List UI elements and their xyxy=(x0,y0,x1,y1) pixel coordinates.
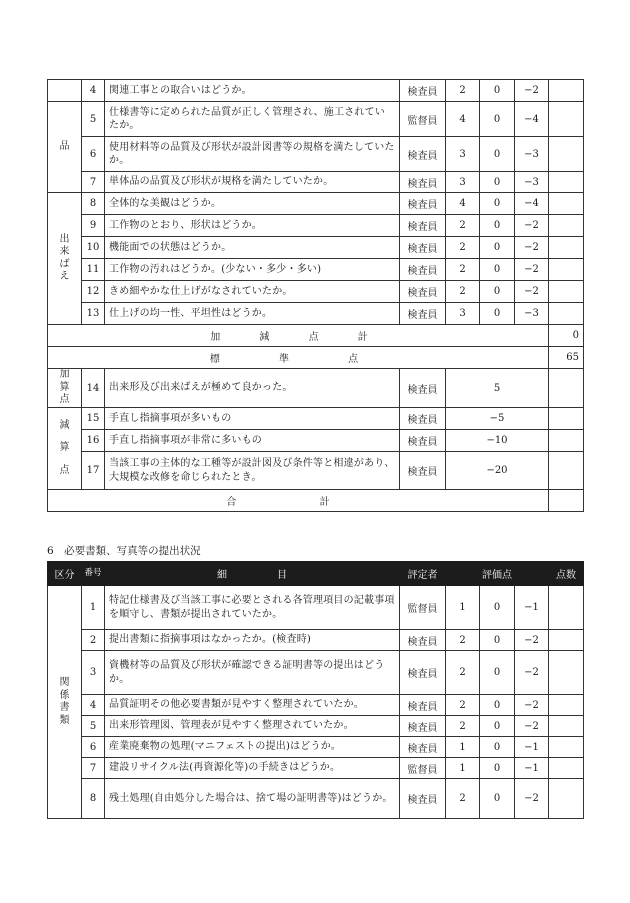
score-mid: 0 xyxy=(480,716,515,737)
rater: 検査員 xyxy=(400,215,446,237)
score-low: −2 xyxy=(515,716,549,737)
rater: 検査員 xyxy=(400,716,446,737)
total-label: 合 計 xyxy=(48,490,549,512)
score-entry xyxy=(549,80,584,102)
score-entry xyxy=(549,172,584,193)
item-number: 5 xyxy=(82,102,105,137)
score-high: 2 xyxy=(446,695,480,716)
score-entry xyxy=(549,369,584,408)
score-entry xyxy=(549,281,584,303)
item-text: 仕様書等に定められた品質が正しく管理され、施工されていたか。 xyxy=(105,102,400,137)
category-char: 点 xyxy=(59,464,70,476)
item-text: 工作物のとおり、形状はどうか。 xyxy=(105,215,400,237)
score-entry xyxy=(549,193,584,215)
header-rater: 評定者 xyxy=(400,562,446,586)
score-entry xyxy=(549,716,584,737)
score-entry xyxy=(549,779,584,819)
rater: 検査員 xyxy=(400,237,446,259)
category-char: 書 xyxy=(59,702,70,713)
score-low: −3 xyxy=(515,303,549,325)
rater: 検査員 xyxy=(400,408,446,430)
table-row xyxy=(48,172,584,193)
category-char: 類 xyxy=(59,714,70,726)
score-entry xyxy=(549,586,584,630)
header-number: 番号 xyxy=(82,562,105,586)
category-add xyxy=(48,369,82,408)
item-number: 14 xyxy=(82,369,105,408)
rater: 検査員 xyxy=(400,695,446,716)
table-row xyxy=(48,259,584,281)
item-number: 17 xyxy=(82,452,105,490)
rater: 検査員 xyxy=(400,630,446,651)
item-text: 関連工事との取合いはどうか。 xyxy=(105,80,400,102)
item-number: 7 xyxy=(82,172,105,193)
score-entry xyxy=(549,237,584,259)
standard-value: 65 xyxy=(549,347,584,369)
item-number: 13 xyxy=(82,303,105,325)
score-high: 2 xyxy=(446,80,480,102)
rater: 検査員 xyxy=(400,779,446,819)
score-entry xyxy=(549,430,584,452)
score-entry xyxy=(549,758,584,779)
category-quality-top: 品 xyxy=(48,102,82,193)
score-entry xyxy=(549,630,584,651)
category-subtract xyxy=(48,408,82,490)
score-entry xyxy=(549,651,584,695)
score-low: −1 xyxy=(515,586,549,630)
score-low: −4 xyxy=(515,193,549,215)
score-low: −2 xyxy=(515,695,549,716)
score-low: −3 xyxy=(515,137,549,172)
score-mid: 0 xyxy=(480,237,515,259)
score-high: 2 xyxy=(446,259,480,281)
score-high: 4 xyxy=(446,102,480,137)
rater: 監督員 xyxy=(400,102,446,137)
table-row xyxy=(48,80,584,102)
category-char: 加 xyxy=(59,369,70,381)
table-row xyxy=(48,716,584,737)
category-char: 減 xyxy=(59,419,70,431)
score-mid: 0 xyxy=(480,737,515,758)
standard-row xyxy=(48,347,584,369)
category-char: 点 xyxy=(59,394,70,406)
table-row xyxy=(48,102,584,137)
table-header-row xyxy=(48,562,584,586)
item-number: 3 xyxy=(82,651,105,695)
score-mid: 0 xyxy=(480,630,515,651)
item-number: 16 xyxy=(82,430,105,452)
score-high: 3 xyxy=(446,303,480,325)
table-row xyxy=(48,779,584,819)
score-mid: 0 xyxy=(480,102,515,137)
score-low: −2 xyxy=(515,237,549,259)
score-entry xyxy=(549,737,584,758)
item-number: 8 xyxy=(82,779,105,819)
table-row xyxy=(48,737,584,758)
rater: 監督員 xyxy=(400,758,446,779)
item-number: 7 xyxy=(82,758,105,779)
rater: 検査員 xyxy=(400,281,446,303)
header-evaluation: 評価点 xyxy=(446,562,549,586)
points: −10 xyxy=(446,430,549,452)
item-text: 出来形管理図、管理表が見やすく整理されていたか。 xyxy=(105,716,400,737)
rater: 検査員 xyxy=(400,430,446,452)
score-entry xyxy=(549,215,584,237)
subtotal-row xyxy=(48,325,584,347)
item-number: 8 xyxy=(82,193,105,215)
rater: 検査員 xyxy=(400,259,446,281)
score-entry xyxy=(549,102,584,137)
points: 5 xyxy=(446,369,549,408)
score-high: 2 xyxy=(446,237,480,259)
category-char: 出 xyxy=(59,233,70,245)
total-value xyxy=(549,490,584,512)
item-text: 手直し指摘事項が非常に多いもの xyxy=(105,430,400,452)
rater: 検査員 xyxy=(400,651,446,695)
score-high: 2 xyxy=(446,215,480,237)
score-low: −2 xyxy=(515,80,549,102)
table-row xyxy=(48,452,584,490)
score-low: −2 xyxy=(515,215,549,237)
category-char: ば xyxy=(59,258,70,270)
score-mid: 0 xyxy=(480,586,515,630)
item-text: 単体品の品質及び形状が規格を満たしていたか。 xyxy=(105,172,400,193)
item-number: 1 xyxy=(82,586,105,630)
item-text: 出来形及び出来ばえが極めて良かった。 xyxy=(105,369,400,408)
score-mid: 0 xyxy=(480,172,515,193)
score-mid: 0 xyxy=(480,281,515,303)
score-low: −2 xyxy=(515,779,549,819)
score-high: 3 xyxy=(446,172,480,193)
table-row xyxy=(48,237,584,259)
category-char: 係 xyxy=(59,689,70,701)
item-number: 10 xyxy=(82,237,105,259)
score-entry xyxy=(549,408,584,430)
score-entry xyxy=(549,259,584,281)
score-low: −3 xyxy=(515,172,549,193)
category-char: 関 xyxy=(59,677,70,688)
score-mid: 0 xyxy=(480,779,515,819)
item-number: 9 xyxy=(82,215,105,237)
score-low: −1 xyxy=(515,758,549,779)
subtotal-label: 加 減 点 計 xyxy=(48,325,549,347)
category-documents xyxy=(48,586,82,819)
item-text: 特記仕様書及び当該工事に必要とされる各管理項目の記載事項を順守し、書類が提出されていたか。 xyxy=(105,586,400,630)
item-text: 品質証明その他必要書類が見やすく整理されていたか。 xyxy=(105,695,400,716)
score-high: 2 xyxy=(446,281,480,303)
total-row xyxy=(48,490,584,512)
documents-table xyxy=(47,561,584,819)
item-text: 工作物の汚れはどうか。(少ない・多少・多い) xyxy=(105,259,400,281)
score-high: 3 xyxy=(446,137,480,172)
subtotal-value: 0 xyxy=(549,325,584,347)
evaluation-table-1 xyxy=(47,79,584,512)
score-low: −2 xyxy=(515,630,549,651)
category-finish xyxy=(48,193,82,325)
score-mid: 0 xyxy=(480,80,515,102)
item-number: 4 xyxy=(82,80,105,102)
table-row xyxy=(48,758,584,779)
item-text: 資機材等の品質及び形状が確認できる証明書等の提出はどうか。 xyxy=(105,651,400,695)
category-char: 算 xyxy=(59,381,70,393)
header-item: 細 目 xyxy=(105,562,400,586)
category-char: 来 xyxy=(59,246,70,257)
score-mid: 0 xyxy=(480,137,515,172)
header-score: 点数 xyxy=(549,562,584,586)
score-high: 2 xyxy=(446,630,480,651)
score-mid: 0 xyxy=(480,695,515,716)
score-low: −2 xyxy=(515,281,549,303)
table-row xyxy=(48,369,584,408)
category-char: 算 xyxy=(59,442,70,454)
item-number: 5 xyxy=(82,716,105,737)
section-title: 6 必要書類、写真等の提出状況 xyxy=(47,545,201,557)
table-row xyxy=(48,215,584,237)
score-mid: 0 xyxy=(480,193,515,215)
item-number: 6 xyxy=(82,737,105,758)
score-entry xyxy=(549,137,584,172)
rater: 検査員 xyxy=(400,137,446,172)
points: −20 xyxy=(446,452,549,490)
score-low: −4 xyxy=(515,102,549,137)
points: −5 xyxy=(446,408,549,430)
score-low: −2 xyxy=(515,259,549,281)
score-mid: 0 xyxy=(480,259,515,281)
table-row xyxy=(48,586,584,630)
table-row xyxy=(48,303,584,325)
item-text: 建設リサイクル法(再資源化等)の手続きはどうか。 xyxy=(105,758,400,779)
table-row xyxy=(48,430,584,452)
rater: 検査員 xyxy=(400,369,446,408)
item-text: きめ細やかな仕上げがなされていたか。 xyxy=(105,281,400,303)
item-text: 残土処理(自由処分した場合は、捨て場の証明書等)はどうか。 xyxy=(105,779,400,819)
rater: 検査員 xyxy=(400,303,446,325)
score-high: 1 xyxy=(446,737,480,758)
table-row xyxy=(48,651,584,695)
item-text: 使用材料等の品質及び形状が設計図書等の規格を満たしていたか。 xyxy=(105,137,400,172)
category-cell-empty xyxy=(48,80,82,102)
score-high: 4 xyxy=(446,193,480,215)
item-number: 11 xyxy=(82,259,105,281)
table-row xyxy=(48,408,584,430)
table-row xyxy=(48,695,584,716)
score-mid: 0 xyxy=(480,215,515,237)
score-low: −1 xyxy=(515,737,549,758)
score-entry xyxy=(549,695,584,716)
item-number: 15 xyxy=(82,408,105,430)
rater: 検査員 xyxy=(400,737,446,758)
header-category: 区分 xyxy=(48,562,82,586)
score-mid: 0 xyxy=(480,651,515,695)
item-text: 全体的な美観はどうか。 xyxy=(105,193,400,215)
item-number: 6 xyxy=(82,137,105,172)
score-entry xyxy=(549,303,584,325)
category-char: え xyxy=(59,271,70,282)
rater: 監督員 xyxy=(400,586,446,630)
item-number: 12 xyxy=(82,281,105,303)
score-mid: 0 xyxy=(480,758,515,779)
score-low: −2 xyxy=(515,651,549,695)
rater: 検査員 xyxy=(400,80,446,102)
item-text: 産業廃棄物の処理(マニフェストの提出)はどうか。 xyxy=(105,737,400,758)
table-row xyxy=(48,281,584,303)
score-high: 2 xyxy=(446,651,480,695)
item-number: 2 xyxy=(82,630,105,651)
item-text: 仕上げの均一性、平坦性はどうか。 xyxy=(105,303,400,325)
score-high: 1 xyxy=(446,586,480,630)
score-high: 1 xyxy=(446,758,480,779)
table-row xyxy=(48,630,584,651)
standard-label: 標 準 点 xyxy=(48,347,549,369)
score-mid: 0 xyxy=(480,303,515,325)
table-row xyxy=(48,137,584,172)
item-text: 機能面での状態はどうか。 xyxy=(105,237,400,259)
rater: 検査員 xyxy=(400,452,446,490)
table-row xyxy=(48,193,584,215)
score-high: 2 xyxy=(446,716,480,737)
item-text: 当該工事の主体的な工種等が設計図及び条件等と相違があり、大規模な改修を命じられたとき。 xyxy=(105,452,400,490)
item-text: 手直し指摘事項が多いもの xyxy=(105,408,400,430)
score-high: 2 xyxy=(446,779,480,819)
rater: 検査員 xyxy=(400,172,446,193)
rater: 検査員 xyxy=(400,193,446,215)
item-number: 4 xyxy=(82,695,105,716)
item-text: 提出書類に指摘事項はなかったか。(検査時) xyxy=(105,630,400,651)
score-entry xyxy=(549,452,584,490)
